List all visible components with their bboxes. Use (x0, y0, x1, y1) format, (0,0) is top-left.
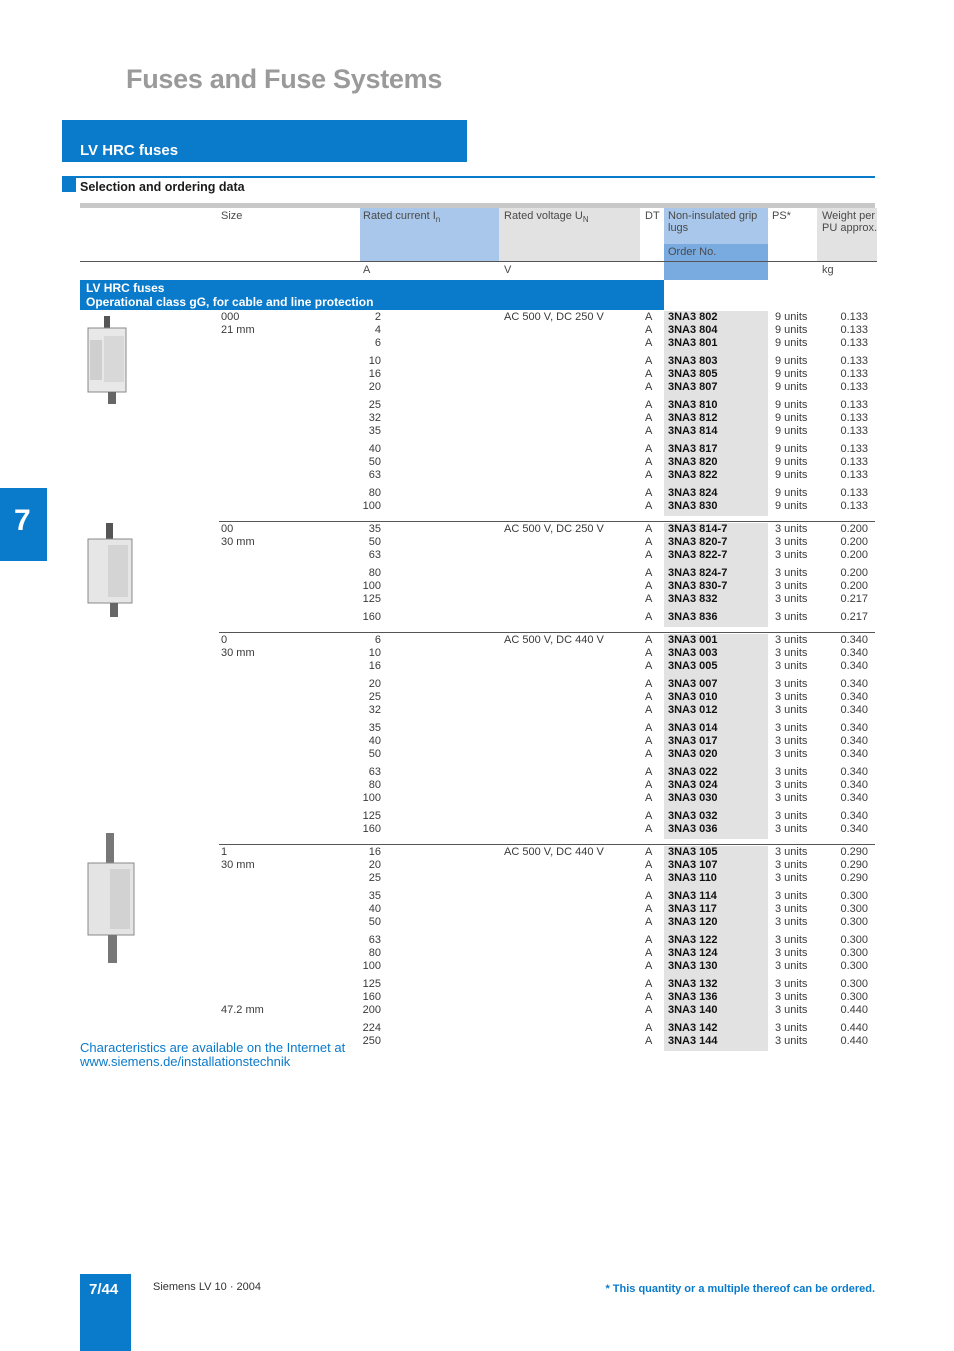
ps-value: 3 units (775, 549, 808, 561)
ps-value: 3 units (775, 722, 808, 734)
size-value: 00 (221, 523, 234, 535)
ps-value: 9 units (775, 337, 808, 349)
weight-value: 0.200 (840, 523, 868, 535)
section-divider (219, 521, 875, 522)
dt-value: A (645, 859, 653, 871)
rated-current-value: 35 (368, 890, 381, 902)
weight-value: 0.300 (840, 916, 868, 928)
order-number: 3NA3 830 (668, 500, 718, 512)
order-number: 3NA3 010 (668, 691, 718, 703)
ps-value: 9 units (775, 425, 808, 437)
ps-value: 3 units (775, 704, 808, 716)
dt-value: A (645, 1004, 653, 1016)
rated-current-value: 16 (368, 846, 381, 858)
asterisk-note: * This quantity or a multiple thereof can be ordered. (605, 1283, 875, 1295)
weight-value: 0.133 (840, 469, 868, 481)
order-number: 3NA3 022 (668, 766, 718, 778)
rated-current-value: 50 (368, 748, 381, 760)
rated-current-value: 80 (368, 487, 381, 499)
internet-note-line1: Characteristics are available on the Internet at (80, 1040, 346, 1055)
ps-value: 3 units (775, 792, 808, 804)
weight-value: 0.133 (840, 443, 868, 455)
rated-current-value: 40 (368, 903, 381, 915)
ps-value: 9 units (775, 469, 808, 481)
weight-value: 0.300 (840, 960, 868, 972)
unit-weight: kg (822, 264, 834, 276)
dt-value: A (645, 611, 653, 623)
order-number: 3NA3 020 (668, 748, 718, 760)
ps-value: 3 units (775, 523, 808, 535)
weight-value: 0.340 (840, 691, 868, 703)
order-number: 3NA3 132 (668, 978, 718, 990)
order-number: 3NA3 805 (668, 368, 718, 380)
ps-value: 9 units (775, 500, 808, 512)
order-number: 3NA3 803 (668, 355, 718, 367)
rated-current-value: 160 (362, 823, 381, 835)
weight-value: 0.340 (840, 678, 868, 690)
dt-value: A (645, 567, 653, 579)
order-number: 3NA3 807 (668, 381, 718, 393)
order-number: 3NA3 830-7 (668, 580, 728, 592)
ps-header: PS* (772, 210, 791, 222)
weight-value: 0.300 (840, 934, 868, 946)
order-number: 3NA3 810 (668, 399, 718, 411)
page-number: 7/44 (89, 1281, 119, 1298)
weight-value: 0.133 (840, 412, 868, 424)
ps-value: 9 units (775, 412, 808, 424)
rated-current-value: 40 (368, 735, 381, 747)
section-divider (219, 844, 875, 845)
dt-value: A (645, 523, 653, 535)
rated-current-value: 25 (368, 399, 381, 411)
rated-current-value: 100 (362, 580, 381, 592)
rated-current-value: 10 (368, 647, 381, 659)
size-value: 1 (221, 846, 228, 858)
ps-value: 3 units (775, 991, 808, 1003)
weight-value: 0.217 (840, 593, 868, 605)
order-number: 3NA3 801 (668, 337, 718, 349)
dt-value: A (645, 311, 653, 323)
divider (62, 176, 875, 178)
weight-value: 0.133 (840, 311, 868, 323)
ps-value: 3 units (775, 872, 808, 884)
order-number: 3NA3 030 (668, 792, 718, 804)
order-number: 3NA3 142 (668, 1022, 718, 1034)
dt-value: A (645, 647, 653, 659)
ps-value: 3 units (775, 779, 808, 791)
ps-value: 3 units (775, 593, 808, 605)
order-number: 3NA3 107 (668, 859, 718, 871)
dt-value: A (645, 991, 653, 1003)
fuse-00-image (84, 523, 139, 618)
dt-value: A (645, 381, 653, 393)
dt-value: A (645, 691, 653, 703)
weight-value: 0.290 (840, 859, 868, 871)
header-rule (80, 261, 877, 262)
ps-value: 3 units (775, 916, 808, 928)
weight-value: 0.440 (840, 1022, 868, 1034)
group-header (80, 280, 664, 310)
ps-value: 3 units (775, 960, 808, 972)
dt-header: DT (645, 210, 660, 222)
ps-value: 3 units (775, 735, 808, 747)
weight-value: 0.133 (840, 500, 868, 512)
ps-value: 3 units (775, 647, 808, 659)
order-number: 3NA3 124 (668, 947, 718, 959)
order-number: 3NA3 812 (668, 412, 718, 424)
rated-current-value: 40 (368, 443, 381, 455)
subsection-title: Selection and ordering data (80, 180, 245, 194)
ps-value: 3 units (775, 678, 808, 690)
order-number: 3NA3 136 (668, 991, 718, 1003)
internet-note-link[interactable]: www.siemens.de/installationstechnik (80, 1054, 291, 1069)
rated-current-value: 125 (362, 593, 381, 605)
dt-value: A (645, 766, 653, 778)
rated-current-value: 80 (368, 567, 381, 579)
chapter-tab (0, 488, 47, 561)
order-number: 3NA3 120 (668, 916, 718, 928)
weight-value: 0.133 (840, 355, 868, 367)
rated-current-value: 100 (362, 960, 381, 972)
rated-current-value: 63 (368, 469, 381, 481)
weight-value: 0.133 (840, 381, 868, 393)
dt-value: A (645, 500, 653, 512)
unit-voltage: V (504, 264, 512, 276)
rated-current-value: 63 (368, 766, 381, 778)
ps-value: 3 units (775, 536, 808, 548)
rated-current-value: 250 (362, 1035, 381, 1047)
order-number: 3NA3 114 (668, 890, 717, 902)
weight-value: 0.300 (840, 890, 868, 902)
order-number: 3NA3 820 (668, 456, 718, 468)
size-value: 000 (221, 311, 240, 323)
weight-value: 0.133 (840, 399, 868, 411)
rated-current-value: 224 (362, 1022, 381, 1034)
weight-value: 0.200 (840, 536, 868, 548)
dt-value: A (645, 779, 653, 791)
dt-value: A (645, 425, 653, 437)
ps-value: 3 units (775, 810, 808, 822)
rated-current-value: 32 (368, 412, 381, 424)
dt-value: A (645, 399, 653, 411)
ps-value: 3 units (775, 691, 808, 703)
section-divider (219, 632, 875, 633)
size-header: Size (221, 210, 243, 222)
internet-note[interactable] (80, 1041, 345, 1069)
rated-current-value: 80 (368, 947, 381, 959)
ps-value: 3 units (775, 660, 808, 672)
rated-current-value: 20 (368, 678, 381, 690)
size-width: 30 mm (221, 536, 255, 548)
order-number: 3NA3 824-7 (668, 567, 728, 579)
rated-voltage-header: Rated voltage $U_N$ (504, 210, 589, 225)
dt-value: A (645, 823, 653, 835)
rated-current-value: 50 (368, 536, 381, 548)
size-width: 30 mm (221, 859, 255, 871)
rated-voltage-value: AC 500 V, DC 250 V (504, 311, 604, 323)
ps-value: 3 units (775, 890, 808, 902)
rated-current-value: 4 (374, 324, 381, 336)
ps-value: 9 units (775, 368, 808, 380)
order-number: 3NA3 824 (668, 487, 718, 499)
ps-value: 9 units (775, 311, 808, 323)
weight-value: 0.440 (840, 1035, 868, 1047)
order-number: 3NA3 820-7 (668, 536, 728, 548)
order-number: 3NA3 822-7 (668, 549, 728, 561)
order-number: 3NA3 122 (668, 934, 718, 946)
rated-current-value: 20 (368, 381, 381, 393)
weight-value: 0.300 (840, 991, 868, 1003)
weight-value: 0.217 (840, 611, 868, 623)
size-width-note: 47.2 mm (221, 1004, 264, 1016)
dt-value: A (645, 443, 653, 455)
ps-value: 3 units (775, 1022, 808, 1034)
size-value: 0 (221, 634, 228, 646)
dt-value: A (645, 536, 653, 548)
dt-value: A (645, 890, 653, 902)
rated-current-value: 125 (362, 810, 381, 822)
dt-value: A (645, 634, 653, 646)
ps-value: 3 units (775, 859, 808, 871)
order-number: 3NA3 822 (668, 469, 718, 481)
rated-current-value: 125 (362, 978, 381, 990)
weight-value: 0.200 (840, 549, 868, 561)
dt-value: A (645, 872, 653, 884)
weight-value: 0.340 (840, 779, 868, 791)
order-number: 3NA3 014 (668, 722, 718, 734)
weight-value: 0.340 (840, 722, 868, 734)
rated-current-value: 100 (362, 792, 381, 804)
dt-value: A (645, 748, 653, 760)
weight-value: 0.340 (840, 660, 868, 672)
ps-value: 9 units (775, 456, 808, 468)
order-number: 3NA3 814 (668, 425, 718, 437)
ps-value: 3 units (775, 567, 808, 579)
ps-value: 9 units (775, 443, 808, 455)
ps-value: 3 units (775, 580, 808, 592)
dt-value: A (645, 469, 653, 481)
dt-value: A (645, 792, 653, 804)
weight-value: 0.300 (840, 978, 868, 990)
dt-value: A (645, 412, 653, 424)
order-number: 3NA3 117 (668, 903, 717, 915)
dt-value: A (645, 580, 653, 592)
order-number: 3NA3 032 (668, 810, 718, 822)
order-number: 3NA3 140 (668, 1004, 718, 1016)
chapter-number: 7 (14, 504, 31, 537)
order-number: 3NA3 036 (668, 823, 718, 835)
weight-value: 0.133 (840, 368, 868, 380)
dt-value: A (645, 678, 653, 690)
dt-value: A (645, 978, 653, 990)
dt-value: A (645, 355, 653, 367)
dt-value: A (645, 810, 653, 822)
ps-value: 3 units (775, 766, 808, 778)
rated-current-value: 20 (368, 859, 381, 871)
rated-current-value: 50 (368, 456, 381, 468)
unit-current: A (363, 264, 371, 276)
weight-value: 0.340 (840, 647, 868, 659)
weight-value: 0.133 (840, 487, 868, 499)
dt-value: A (645, 487, 653, 499)
weight-value: 0.340 (840, 704, 868, 716)
order-number: 3NA3 003 (668, 647, 718, 659)
weight-value: 0.200 (840, 580, 868, 592)
dt-value: A (645, 324, 653, 336)
section-title: LV HRC fuses (80, 142, 179, 159)
weight-value: 0.300 (840, 947, 868, 959)
grip-header: Non-insulated grip lugs (668, 210, 758, 234)
rated-current-header: Rated current $I_n$ (363, 210, 441, 225)
ps-value: 9 units (775, 487, 808, 499)
ps-value: 3 units (775, 947, 808, 959)
rated-voltage-value: AC 500 V, DC 250 V (504, 523, 604, 535)
dt-value: A (645, 593, 653, 605)
dt-value: A (645, 846, 653, 858)
group-subtitle: Operational class gG, for cable and line protection (86, 295, 374, 309)
rated-voltage-value: AC 500 V, DC 440 V (504, 634, 604, 646)
weight-value: 0.133 (840, 324, 868, 336)
ps-value: 9 units (775, 324, 808, 336)
rated-current-value: 25 (368, 691, 381, 703)
order-number: 3NA3 005 (668, 660, 718, 672)
fuse-1-image (84, 833, 139, 965)
ps-value: 3 units (775, 1035, 808, 1047)
weight-value: 0.133 (840, 337, 868, 349)
dt-value: A (645, 903, 653, 915)
rated-voltage-value: AC 500 V, DC 440 V (504, 846, 604, 858)
dt-value: A (645, 1022, 653, 1034)
weight-value: 0.340 (840, 766, 868, 778)
ps-value: 9 units (775, 381, 808, 393)
weight-value: 0.340 (840, 634, 868, 646)
rated-current-value: 6 (374, 337, 381, 349)
rated-current-value: 100 (362, 500, 381, 512)
weight-value: 0.340 (840, 810, 868, 822)
weight-value: 0.133 (840, 425, 868, 437)
order-number: 3NA3 110 (668, 872, 717, 884)
order-number: 3NA3 017 (668, 735, 718, 747)
ps-value: 3 units (775, 634, 808, 646)
dt-value: A (645, 456, 653, 468)
size-width: 30 mm (221, 647, 255, 659)
page-title: Fuses and Fuse Systems (126, 64, 443, 94)
weight-value: 0.133 (840, 456, 868, 468)
order-number: 3NA3 802 (668, 311, 718, 323)
order-number: 3NA3 012 (668, 704, 718, 716)
dt-value: A (645, 368, 653, 380)
dt-value: A (645, 660, 653, 672)
ps-value: 3 units (775, 978, 808, 990)
weight-value: 0.340 (840, 748, 868, 760)
ps-value: 3 units (775, 823, 808, 835)
rated-current-value: 16 (368, 368, 381, 380)
rated-current-value: 2 (374, 311, 381, 323)
order-number: 3NA3 144 (668, 1035, 718, 1047)
ps-value: 3 units (775, 934, 808, 946)
fuse-000-image (84, 316, 134, 406)
weight-value: 0.340 (840, 823, 868, 835)
rated-current-value: 35 (368, 425, 381, 437)
rated-current-value: 25 (368, 872, 381, 884)
group-title: LV HRC fuses (86, 281, 165, 295)
dt-value: A (645, 704, 653, 716)
order-number: 3NA3 024 (668, 779, 718, 791)
ps-value: 3 units (775, 903, 808, 915)
weight-value: 0.340 (840, 735, 868, 747)
dt-value: A (645, 549, 653, 561)
order-number: 3NA3 804 (668, 324, 718, 336)
rated-current-value: 200 (362, 1004, 381, 1016)
dt-value: A (645, 337, 653, 349)
ps-value: 9 units (775, 399, 808, 411)
rated-current-value: 160 (362, 611, 381, 623)
ps-value: 3 units (775, 611, 808, 623)
weight-value: 0.440 (840, 1004, 868, 1016)
dt-value: A (645, 934, 653, 946)
order-number: 3NA3 814-7 (668, 523, 728, 535)
rated-current-value: 160 (362, 991, 381, 1003)
rated-current-value: 63 (368, 549, 381, 561)
weight-value: 0.300 (840, 903, 868, 915)
rated-current-value: 35 (368, 523, 381, 535)
rated-current-value: 80 (368, 779, 381, 791)
rated-current-value: 10 (368, 355, 381, 367)
rated-current-value: 6 (374, 634, 381, 646)
dt-value: A (645, 960, 653, 972)
dt-value: A (645, 1035, 653, 1047)
weight-header: Weight per PU approx. (822, 210, 878, 234)
order-number: 3NA3 105 (668, 846, 718, 858)
ps-value: 9 units (775, 355, 808, 367)
weight-value: 0.200 (840, 567, 868, 579)
weight-value: 0.290 (840, 846, 868, 858)
publication: Siemens LV 10 · 2004 (153, 1281, 262, 1293)
order-number: 3NA3 832 (668, 593, 718, 605)
weight-value: 0.290 (840, 872, 868, 884)
ps-value: 3 units (775, 1004, 808, 1016)
order-number: 3NA3 817 (668, 443, 718, 455)
dt-value: A (645, 735, 653, 747)
weight-value: 0.340 (840, 792, 868, 804)
ps-value: 3 units (775, 748, 808, 760)
rated-current-value: 16 (368, 660, 381, 672)
rated-current-value: 35 (368, 722, 381, 734)
dt-value: A (645, 916, 653, 928)
dt-value: A (645, 947, 653, 959)
rated-current-value: 50 (368, 916, 381, 928)
ps-value: 3 units (775, 846, 808, 858)
dt-value: A (645, 722, 653, 734)
order-no-header: Order No. (668, 246, 717, 258)
order-number: 3NA3 836 (668, 611, 718, 623)
page-number-box (80, 1274, 131, 1351)
section-marker (62, 176, 76, 192)
rated-current-value: 63 (368, 934, 381, 946)
rated-current-value: 32 (368, 704, 381, 716)
section-banner (62, 120, 467, 162)
order-number: 3NA3 001 (668, 634, 718, 646)
size-width: 21 mm (221, 324, 255, 336)
order-number: 3NA3 130 (668, 960, 718, 972)
order-number: 3NA3 007 (668, 678, 718, 690)
